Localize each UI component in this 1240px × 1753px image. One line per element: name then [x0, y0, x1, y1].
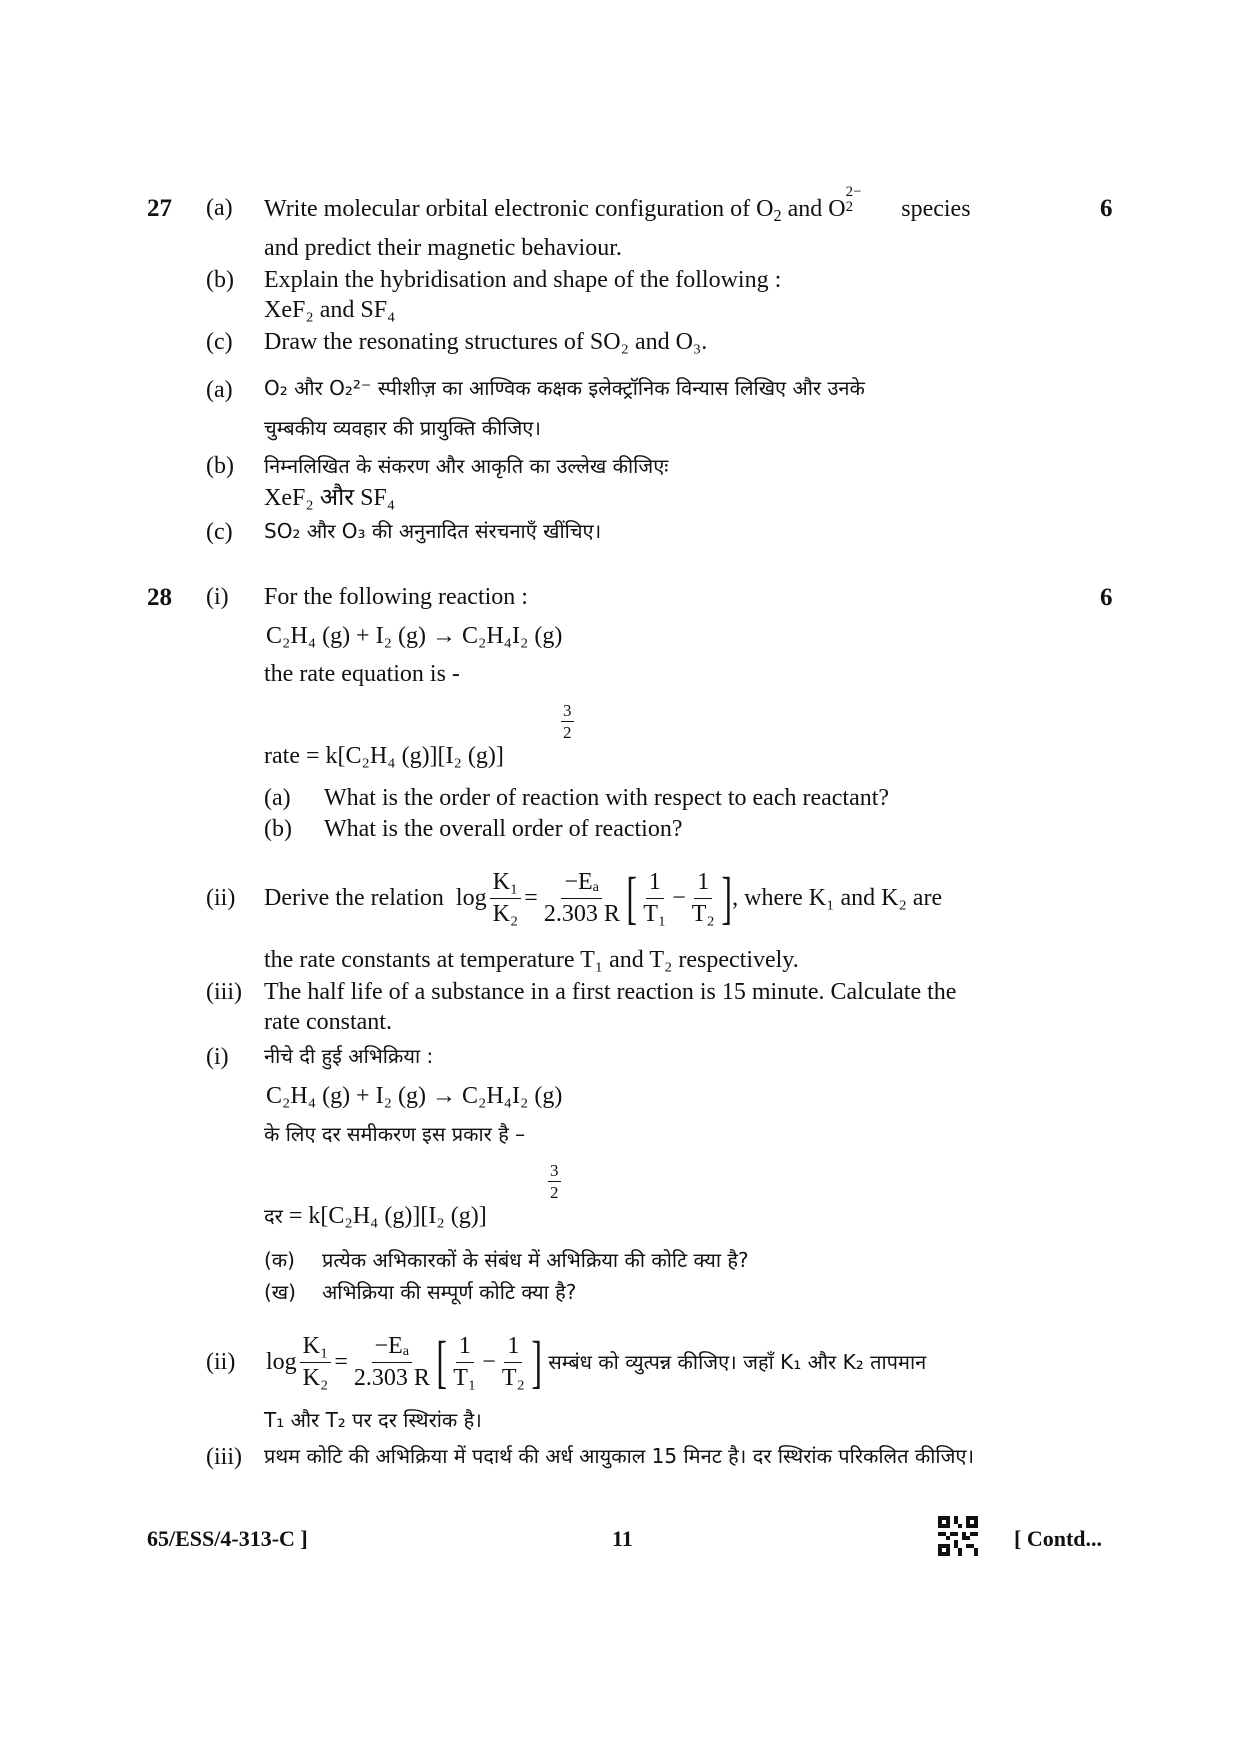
q28-en-ii-relation: Derive the relation log $\frac{\text{K₁}}{\text{K₂}}$ = $\frac{\text{−Eₐ}}{2.303 R}$ [ $\frac{1}{\text{T₁}}$ − $\frac{1}{\text{T₂}}$ ] , where K₁ and K₂ are — [264, 865, 943, 930]
q28-en-iii-text: The half life of a substance in a first reaction is 15 minute. Calculate the — [264, 979, 957, 1005]
q28-en-iii-text-2: rate constant. — [264, 1009, 392, 1035]
footer-contd: [ Contd... — [1014, 1526, 1103, 1551]
q28-hi-rate-intro: के लिए दर समीकरण इस प्रकार है – — [264, 1122, 526, 1146]
qr-code-icon — [938, 1516, 978, 1556]
q28-hi-rate-exponent: 3 2 — [550, 1161, 559, 1202]
q27-en-b-species: XeF₂ and SF₄ — [264, 297, 396, 323]
footer-paper-code: 65/ESS/4-313-C ] — [147, 1526, 308, 1551]
question-27-marks: 6 — [1100, 195, 1113, 222]
q28-en-i-text: For the following reaction : — [264, 584, 528, 610]
q28-hi-sub-a-label: (क) — [264, 1248, 295, 1272]
q27-en-b-text: Explain the hybridisation and shape of the following : — [264, 267, 782, 293]
question-28-number: 28 — [147, 584, 172, 611]
q28-hi-ii-relation: log $\frac{\text{K₁}}{\text{K₂}}$ = $\frac{\text{−Eₐ}}{2.303 R}$ [ $\frac{1}{\text{T₁}}$ − $\frac{1}{\text{T₂}}$ ] सम्बंध को व्युत्पन्न कीजिए। जहाँ K₁ और K₂ तापमान — [266, 1329, 927, 1394]
q27-en-a-text-2: and predict their magnetic behaviour. — [264, 235, 622, 261]
q28-en-sub-b-label: (b) — [264, 816, 292, 842]
question-27-number: 27 — [147, 195, 172, 222]
q27-en-c-text: Draw the resonating structures of SO₂ and O₃. — [264, 329, 708, 355]
q28-en-ii-label: (ii) — [206, 885, 236, 911]
q27-hi-a-label: (a) — [206, 377, 233, 403]
question-28-marks: 6 — [1100, 584, 1113, 611]
q28-en-rate-intro: the rate equation is - — [264, 661, 460, 687]
q28-hi-i-text: नीचे दी हुई अभिक्रिया : — [264, 1044, 434, 1068]
q28-hi-ii-label: (ii) — [206, 1349, 236, 1375]
q28-hi-sub-a-text: प्रत्येक अभिकारकों के संबंध में अभिक्रिया की कोटि क्या है? — [322, 1248, 749, 1272]
q27-en-c-label: (c) — [206, 329, 233, 355]
q28-hi-ii-text-2: T₁ और T₂ पर दर स्थिरांक है। — [264, 1408, 482, 1432]
q28-en-rate-exponent: 3 2 — [563, 701, 572, 742]
q27-hi-c-label: (c) — [206, 519, 233, 545]
q27-hi-a-text-2: चुम्बकीय व्यवहार की प्रायुक्ति कीजिए। — [264, 416, 541, 440]
footer-page-number: 11 — [612, 1526, 633, 1551]
q28-en-rate-equation: rate = k[C₂H₄ (g)][I₂ (g)] — [264, 743, 504, 769]
q27-hi-c-text: SO₂ और O₃ की अनुनादित संरचनाएँ खींचिए। — [264, 519, 602, 543]
q28-hi-i-equation: C₂H₄ (g) + I₂ (g) → C₂H₄I₂ (g) — [266, 1083, 563, 1109]
q28-en-i-equation: C₂H₄ (g) + I₂ (g) → C₂H₄I₂ (g) — [266, 623, 563, 649]
q27-en-a-label: (a) — [206, 195, 233, 221]
q28-en-sub-a-label: (a) — [264, 785, 291, 811]
q27-hi-a-text: O₂ और O₂²⁻ स्पीशीज़ का आण्विक कक्षक इलेक्ट्रॉनिक विन्यास लिखिए और उनके — [264, 376, 865, 400]
q28-en-iii-label: (iii) — [206, 979, 242, 1005]
q28-hi-iii-label: (iii) — [206, 1444, 242, 1470]
q28-hi-rate-equation: दर = k[C₂H₄ (g)][I₂ (g)] — [264, 1203, 487, 1229]
q27-hi-b-species: XeF₂ और SF₄ — [264, 485, 396, 511]
q27-hi-b-label: (b) — [206, 453, 234, 479]
q27-hi-b-text: निम्नलिखित के संकरण और आकृति का उल्लेख कीजिएः — [264, 454, 669, 478]
q28-en-sub-b-text: What is the overall order of reaction? — [324, 816, 683, 842]
q28-hi-i-label: (i) — [206, 1044, 229, 1070]
q28-hi-sub-b-text: अभिक्रिया की सम्पूर्ण कोटि क्या है? — [322, 1280, 577, 1304]
q27-en-b-label: (b) — [206, 267, 234, 293]
q28-en-ii-text-3: the rate constants at temperature T₁ and T₂ respectively. — [264, 947, 799, 973]
q28-hi-iii-text: प्रथम कोटि की अभिक्रिया में पदार्थ की अर्ध आयुकाल 15 मिनट है। दर स्थिरांक परिकलित कीजिए। — [264, 1444, 975, 1468]
q27-en-a-text: Write molecular orbital electronic configuration of $O_2$ and O 2− 2 species — [264, 184, 971, 226]
q28-en-sub-a-text: What is the order of reaction with respect to each reactant? — [324, 785, 890, 811]
q28-hi-sub-b-label: (ख) — [264, 1280, 296, 1304]
q28-en-i-label: (i) — [206, 584, 229, 610]
